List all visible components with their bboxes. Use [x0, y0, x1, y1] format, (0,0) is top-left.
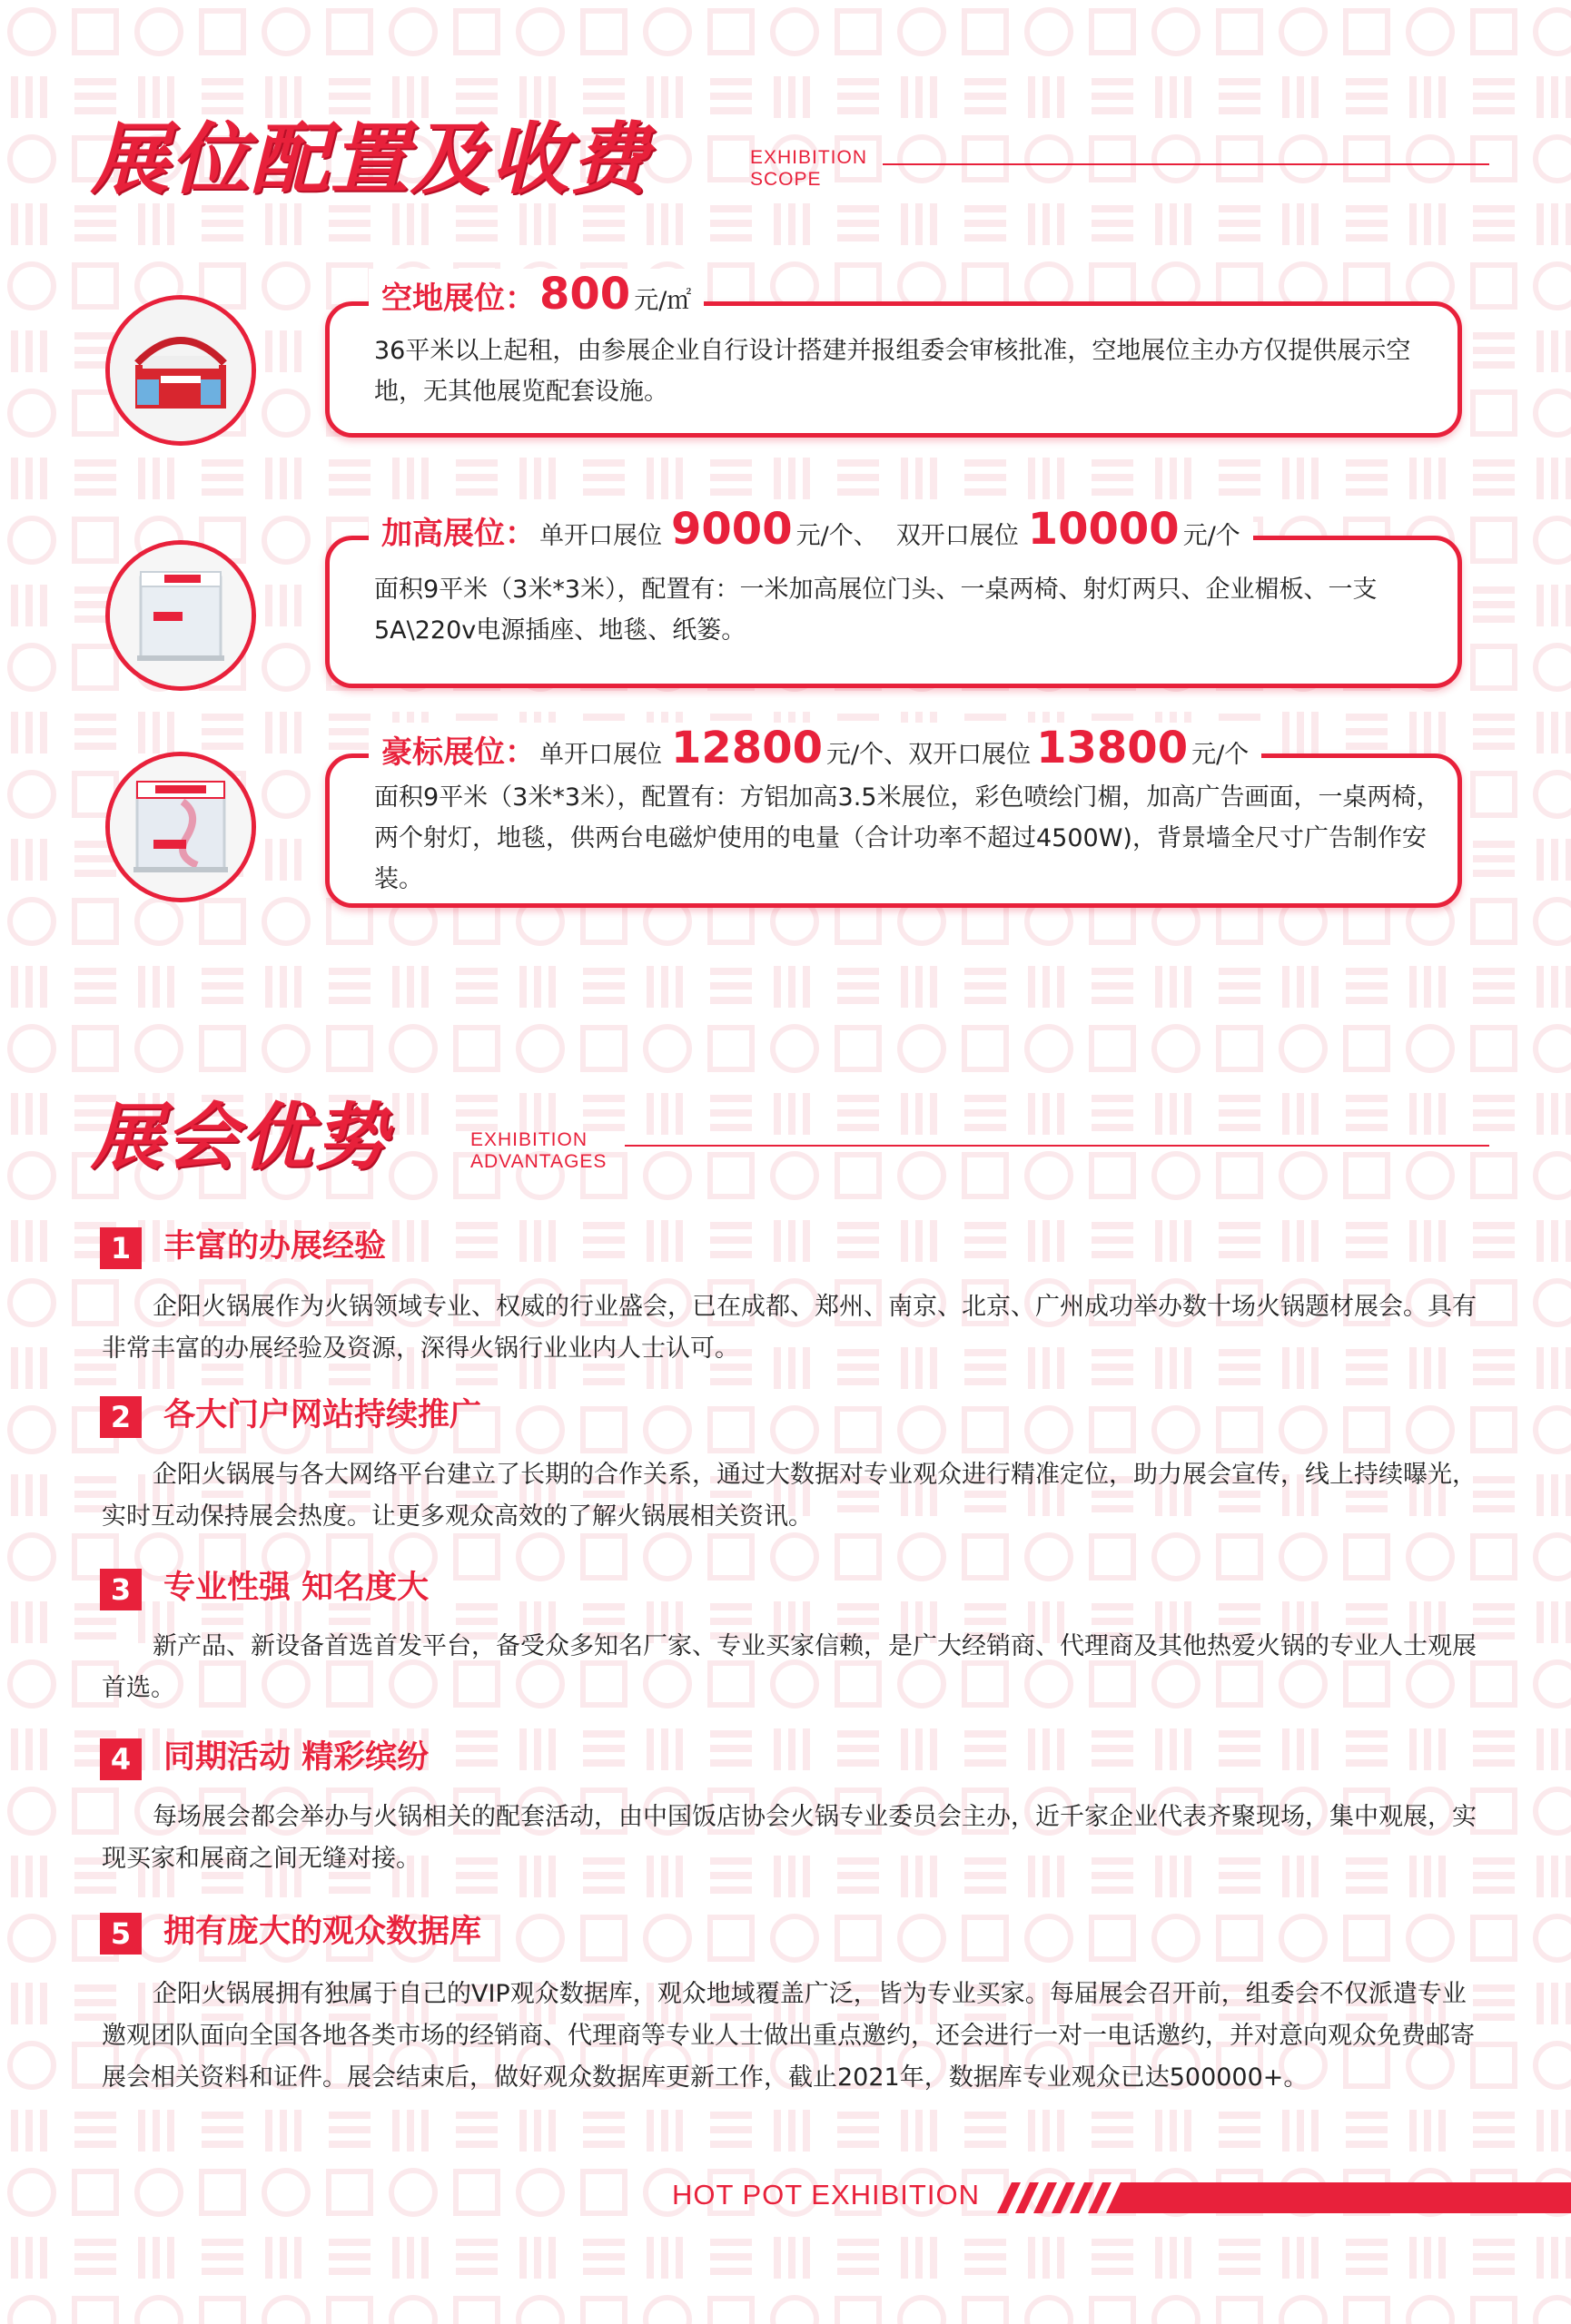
- footer-stripe-bar: [992, 2182, 1571, 2213]
- advantage-4-text: 每场展会都会举办与火锅相关的配套活动，由中国饭店协会火锅专业委员会主办，近千家企业代表齐聚现场，集中观展，实现买家和展商之间无缝对接。: [102, 1803, 1477, 1873]
- booth-3-double-unit: 元/个: [1191, 741, 1250, 769]
- section1-title: 展位配置及收费: [91, 114, 650, 205]
- advantage-4-number: 4: [100, 1738, 142, 1780]
- booth-2-illustration: [110, 545, 252, 686]
- section1-divider: [883, 163, 1489, 165]
- booth-3-single-label: 单开口展位: [539, 741, 662, 769]
- advantage-3-text: 新产品、新设备首选首发平台，备受众多知名厂家、专业买家信赖，是广大经销商、代理商及其他热爱火锅的专业人士观展首选。: [102, 1632, 1477, 1702]
- booth-2-double-label: 双开口展位: [895, 522, 1019, 550]
- section2-divider: [625, 1145, 1489, 1147]
- section2-subtitle-1: EXHIBITION: [470, 1129, 588, 1150]
- booth-2-image: [105, 540, 256, 691]
- advantage-5-title: 拥有庞大的观众数据库: [163, 1914, 482, 1950]
- section2-subtitle-2: ADVANTAGES: [470, 1151, 608, 1172]
- booth-3-type: 豪标展位：: [381, 734, 536, 771]
- booth-1-illustration: [110, 300, 252, 441]
- booth-3-single-price: 12800: [671, 723, 823, 773]
- booth-2-desc: 面积9平米（3米*3米），配置有：一米加高展位门头、一桌两椅、射灯两只、企业楣板、一支5A\220v电源插座、地毯、纸篓。: [374, 576, 1378, 645]
- booth-2-type: 加高展位：: [381, 516, 536, 552]
- advantage-1-text: 企阳火锅展作为火锅领域专业、权威的行业盛会，已在成都、郑州、南京、北京、广州成功举办数十场火锅题材展会。具有非常丰富的办展经验及资源，深得火锅行业业内人士认可。: [102, 1293, 1477, 1363]
- advantage-3-number: 3: [100, 1569, 142, 1610]
- advantage-5-number: 5: [100, 1913, 142, 1955]
- advantage-5-text: 企阳火锅展拥有独属于自己的VIP观众数据库，观众地域覆盖广泛，皆为专业买家。每届展会召开前，组委会不仅派遣专业邀观团队面向全国各地各类市场的经销商、代理商等专业人士做出重点邀约，还会进行一对一电话邀约，并对意向观众免费邮寄展会相关资料和证件。展会结束后，做好观众数据库更新工作，截止2021年，数据库专业观众已达500000+。: [102, 1980, 1475, 2092]
- booth-3-single-unit: 元/个、: [826, 741, 909, 769]
- booth-3-image: [105, 752, 256, 902]
- booth-3-double-price: 13800: [1036, 723, 1189, 773]
- booth-3-desc: 面积9平米（3米*3米），配置有：方铝加高3.5米展位，彩色喷绘门楣，加高广告画面，一桌两椅，两个射灯，地毯，供两台电磁炉使用的电量（合计功率不超过4500W)，背景墙全尺寸广告制作安装。: [374, 783, 1441, 893]
- advantage-3-title: 专业性强 知名度大: [163, 1570, 430, 1606]
- booth-3-double-label: 双开口展位: [908, 741, 1032, 769]
- advantage-2-text: 企阳火锅展与各大网络平台建立了长期的合作关系，通过大数据对专业观众进行精准定位，助力展会宣传，线上持续曝光，实时互动保持展会热度。让更多观众高效的了解火锅展相关资讯。: [102, 1461, 1477, 1531]
- booth-2-header: [369, 504, 1253, 555]
- booth-2-double-unit: 元/个: [1182, 522, 1240, 550]
- section1-subtitle-2: SCOPE: [750, 169, 822, 190]
- section2-title: 展会优势: [91, 1095, 389, 1179]
- advantage-2-number: 2: [100, 1396, 142, 1438]
- booth-3-illustration: [110, 756, 252, 898]
- booth-1-image: [105, 295, 256, 446]
- advantage-1-title: 丰富的办展经验: [163, 1228, 387, 1265]
- booth-1-type: 空地展位：: [381, 281, 536, 317]
- booth-1-desc: 36平米以上起租，由参展企业自行设计搭建并报组委会审核批准，空地展位主办方仅提供展示空地，无其他展览配套设施。: [374, 337, 1411, 406]
- advantage-4-title: 同期活动 精彩缤纷: [163, 1739, 430, 1776]
- booth-2-single-label: 单开口展位: [539, 522, 662, 550]
- advantage-2-title: 各大门户网站持续推广: [163, 1397, 482, 1433]
- booth-3-header: [369, 723, 1261, 773]
- booth-1-price: 800: [539, 269, 631, 320]
- booth-1-unit: 元/㎡: [634, 287, 692, 315]
- advantage-1-number: 1: [100, 1227, 142, 1269]
- footer-text: HOT POT EXHIBITION: [672, 2179, 980, 2211]
- booth-2-single-unit: 元/个、: [795, 522, 878, 550]
- booth-2-double-price: 10000: [1027, 504, 1180, 555]
- section1-subtitle-1: EXHIBITION: [750, 147, 868, 168]
- booth-2-single-price: 9000: [671, 504, 793, 555]
- booth-1-header: [369, 269, 704, 320]
